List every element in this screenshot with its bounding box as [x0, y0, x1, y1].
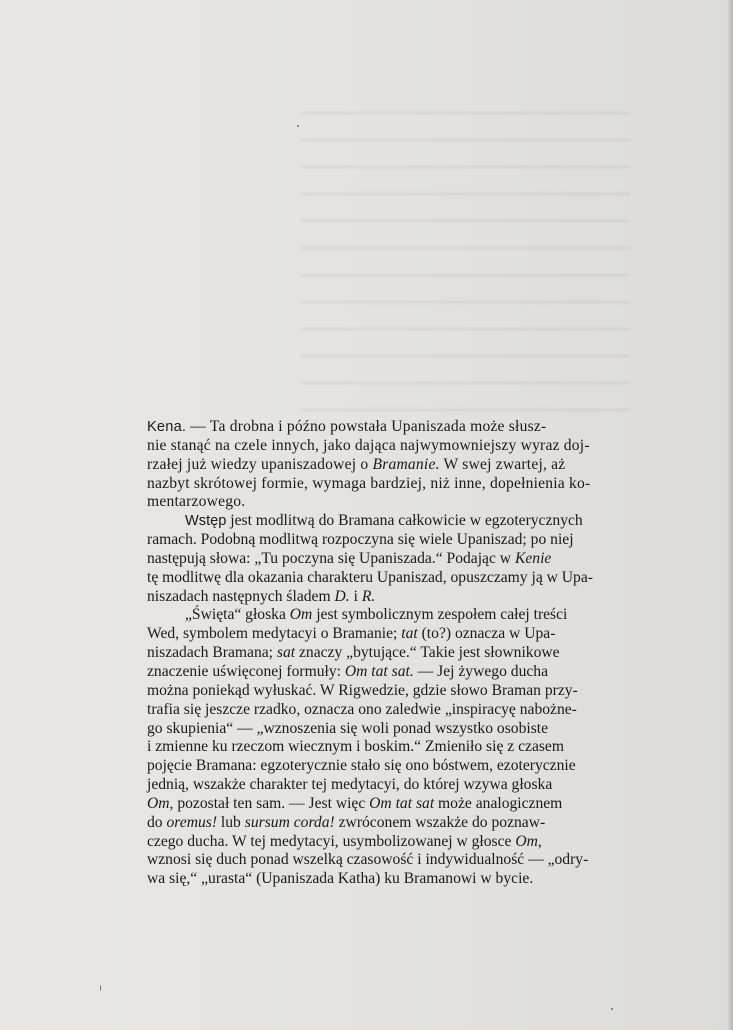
text: następują słowa: „Tu poczyna się Upaniszada.“ Podając w [147, 549, 515, 567]
paper-speck [100, 985, 101, 991]
text-line [147, 644, 594, 663]
italic-term: R. [361, 587, 376, 605]
page-edge-shadow [727, 0, 733, 1030]
paragraph-wstep [147, 512, 594, 606]
text-line: trafia się jeszcze rzadko, oznacza ono zaledwie „inspiracyę nabożne- [147, 700, 577, 718]
paper-speck [297, 125, 299, 127]
text-line [147, 795, 594, 814]
text-line [147, 663, 594, 682]
text-line [147, 588, 594, 607]
keyword: Kena. [147, 419, 187, 435]
text: rzałej już wiedzy upaniszadowej o [147, 455, 373, 473]
text: — Ta drobna i późno powstała Upaniszada może słusz- [186, 418, 547, 435]
text: „Święta“ głoska [185, 606, 290, 624]
italic-term: tat [401, 625, 418, 643]
italic-term: Om tat sat. [344, 662, 414, 680]
text-line [147, 456, 594, 475]
text-line [147, 625, 594, 644]
italic-term: Om tat sat [369, 794, 435, 812]
italic-term: Bramanie. [372, 455, 440, 473]
text-line [147, 814, 594, 833]
text: (to?) oznacza w Upa- [417, 625, 556, 643]
text: lub [217, 813, 245, 831]
body-text [147, 418, 594, 889]
text-line: pojęcie Bramana: egzoterycznie stało się ono bóstwem, ezoterycznie [147, 757, 576, 775]
paper-speck [611, 1008, 613, 1010]
text: jest modlitwą do Bramana całkowicie w egzoterycznych [226, 512, 583, 530]
italic-term: Kenie [514, 549, 552, 567]
text: do [147, 813, 167, 831]
text: niszadach Bramana; [147, 644, 277, 662]
italic-term: oremus! [166, 813, 218, 831]
text: Wed, symbolem medytacyi o Bramanie; [147, 625, 402, 643]
italic-term: Om, [147, 794, 174, 812]
text-line: go skupienia“ — „wznoszenia się woli ponad wszystko osobiste [147, 719, 549, 737]
text: i [349, 587, 362, 605]
text: niszadach następnych śladem [147, 587, 335, 605]
text-line: nazbyt skrótowej formie, wymaga bardziej, niż inne, dopełnienia ko- [147, 474, 591, 492]
text-line: wznosi się duch ponad wszelką czasowość i indywidualność — „odry- [147, 851, 589, 869]
text: — Jej żywego ducha [413, 662, 549, 680]
text-line [147, 833, 594, 852]
text-line: ramach. Podobną modlitwą rozpoczyna się wiele Upaniszad; po niej [147, 531, 574, 549]
italic-term: sat [276, 644, 296, 662]
text-line: mentarzowego. [147, 493, 246, 511]
text-line: i zmienne ku rzeczom wiecznym i boskim.“ Zmieniło się z czasem [147, 738, 564, 756]
text-line [147, 550, 594, 569]
text-line [147, 512, 594, 531]
text: pozostał ten sam. — Jest więc [173, 794, 370, 812]
keyword: Wstęp [185, 513, 227, 530]
show-through-bleed [300, 112, 630, 432]
text: znaczy „bytujące.“ Takie jest słownikowe [295, 644, 560, 662]
text-line: jednią, wszakże charakter tej medytacyi, do której wzywa głoska [147, 776, 553, 794]
italic-term: sursum corda! [244, 813, 335, 831]
paragraph-kena [147, 418, 594, 512]
text: czego ducha. W tej medytacyi, usymbolizowanej w głosce [147, 832, 516, 850]
text: zwróconem wszakże do poznaw- [334, 813, 546, 831]
text-line: tę modlitwę dla okazania charakteru Upaniszad, opuszczamy ją w Upa- [147, 568, 593, 586]
text: znaczenie uświęconej formuły: [147, 662, 345, 680]
text-line: można poniekąd wyłuskać. W Rigwedzie, gdzie słowo Braman przy- [147, 681, 578, 699]
text-line [147, 606, 594, 625]
text: W swej zwartej, aż [439, 455, 566, 473]
text-line: nie stanąć na czele innych, jako dająca najwymowniejszy wyraz doj- [147, 436, 590, 454]
italic-term: D. [334, 587, 350, 605]
italic-term: Om, [515, 832, 542, 850]
text-line: wa się,“ „urasta“ (Upaniszada Katha) ku Bramanowi w bycie. [147, 870, 534, 888]
paragraph-om [147, 606, 594, 889]
text: może analogicznem [434, 794, 563, 812]
text: jest symbolicznym zespołem całej treści [312, 606, 568, 624]
text-line [147, 418, 594, 437]
italic-term: Om [289, 606, 313, 624]
